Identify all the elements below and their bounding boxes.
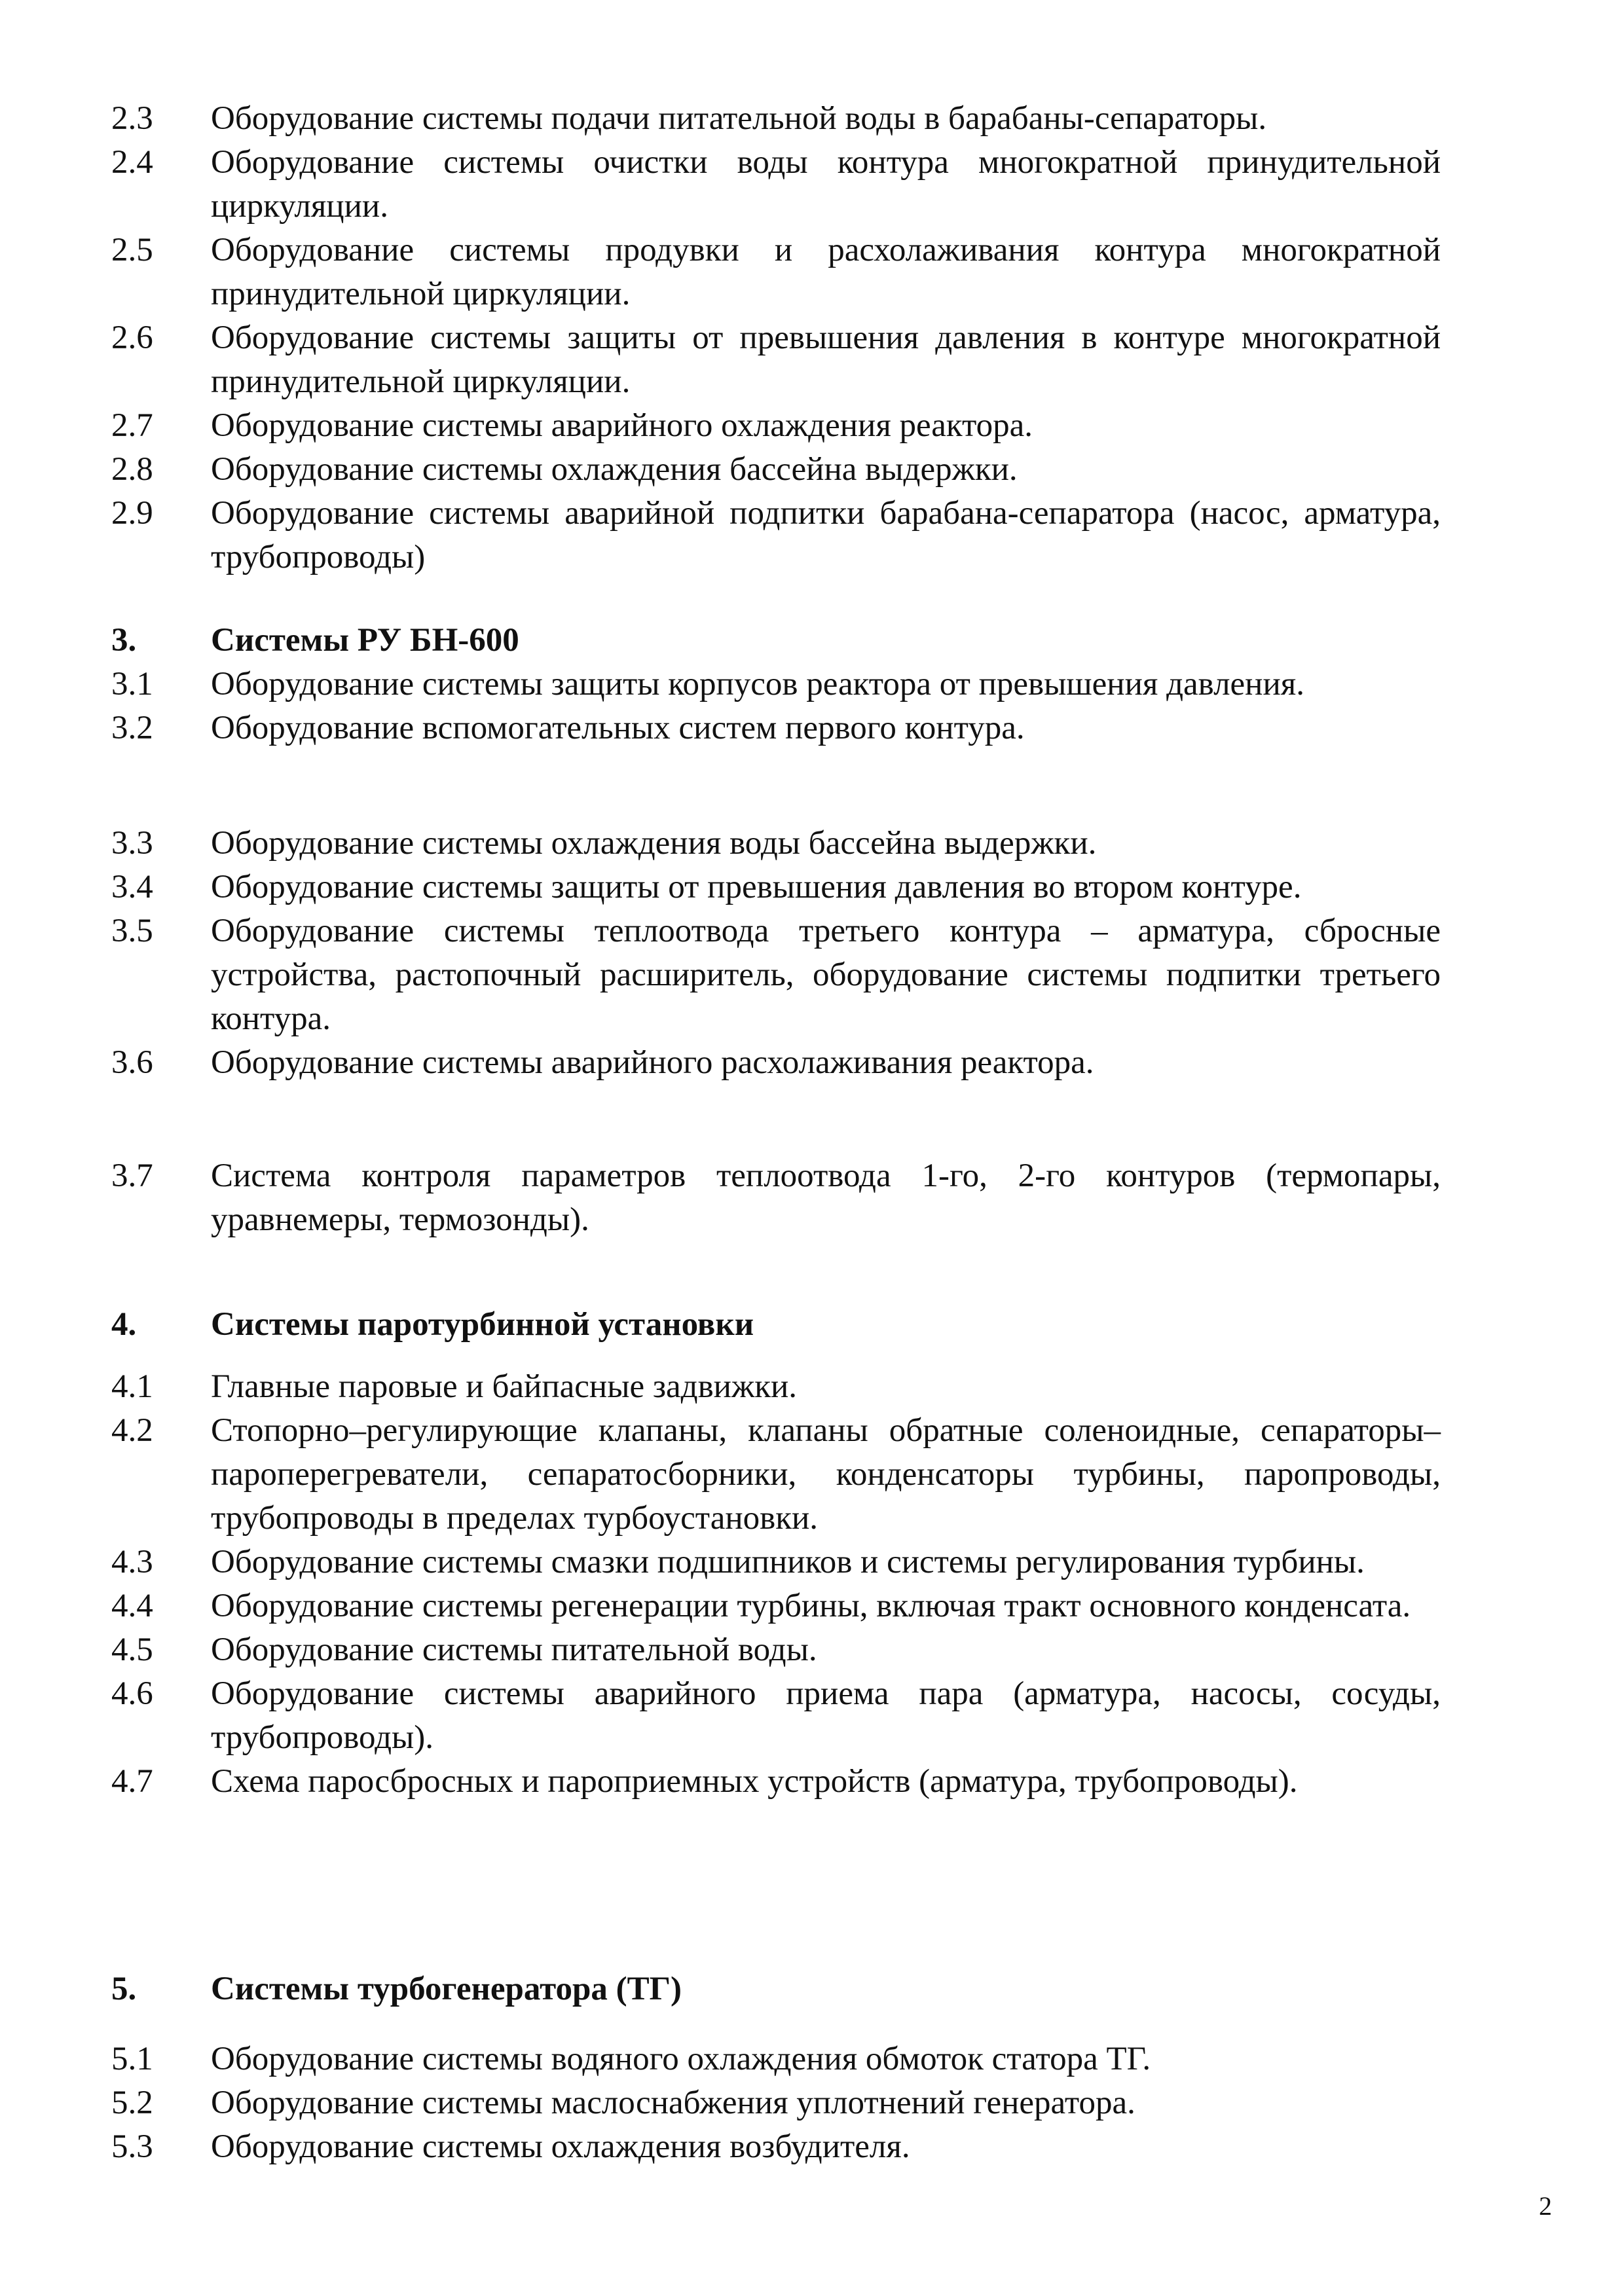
item-text: Оборудование системы аварийного приема пара (арматура, насосы, сосуды, трубопроводы). <box>211 1675 1441 1756</box>
section-3-items-c <box>111 1154 1441 1242</box>
section-title: Системы паротурбинной установки <box>211 1306 754 1343</box>
list-item <box>111 866 1441 909</box>
section-2-continuation <box>111 97 1441 579</box>
item-number: 2.6 <box>111 319 153 356</box>
list-item <box>111 1584 1441 1628</box>
item-number: 2.7 <box>111 407 153 444</box>
list-item <box>111 97 1441 141</box>
section-heading <box>111 619 1441 663</box>
item-number: 2.9 <box>111 495 153 532</box>
section-number: 4. <box>111 1306 137 1343</box>
item-text: Оборудование системы питательной воды. <box>211 1631 817 1668</box>
item-text: Оборудование системы охлаждения воды бассейна выдержки. <box>211 825 1097 862</box>
section-3 <box>111 619 1441 750</box>
item-number: 4.5 <box>111 1631 153 1668</box>
list-item <box>111 492 1441 579</box>
item-text: Система контроля параметров теплоотвода 1-го, 2-го контуров (термопары, уравнемеры, термозонды). <box>211 1157 1441 1238</box>
list-item <box>111 141 1441 228</box>
item-number: 5.2 <box>111 2085 153 2121</box>
item-number: 4.4 <box>111 1588 153 1624</box>
item-number: 4.7 <box>111 1763 153 1800</box>
item-number: 4.6 <box>111 1675 153 1712</box>
list-item <box>111 1760 1441 1804</box>
list-item <box>111 706 1441 750</box>
list-item <box>111 1540 1441 1584</box>
section-5 <box>111 1967 1441 2011</box>
item-text: Оборудование системы теплоотвода третьего контура – арматура, сбросные устройства, растопочный расширитель, оборудование системы подпитки третьего контура. <box>211 913 1441 1037</box>
item-text: Оборудование системы смазки подшипников и системы регулирования турбины. <box>211 1544 1365 1580</box>
item-number: 4.1 <box>111 1368 153 1405</box>
item-number: 5.1 <box>111 2041 153 2077</box>
item-text: Оборудование системы аварийной подпитки барабана-сепаратора (насос, арматура, трубопроводы) <box>211 495 1441 575</box>
item-number: 3.1 <box>111 666 153 702</box>
item-text: Схема паросбросных и пароприемных устройств (арматура, трубопроводы). <box>211 1763 1298 1800</box>
list-item <box>111 909 1441 1041</box>
item-text: Оборудование системы аварийного расхолаживания реактора. <box>211 1044 1094 1081</box>
item-text: Оборудование системы продувки и расхолаживания контура многократной принудительной циркуляции. <box>211 232 1441 312</box>
section-5-items <box>111 2037 1441 2169</box>
list-item <box>111 822 1441 866</box>
item-number: 2.3 <box>111 100 153 137</box>
list-item <box>111 2081 1441 2125</box>
page-number: 2 <box>1539 2191 1552 2221</box>
list-item <box>111 448 1441 492</box>
list-item <box>111 1041 1441 1085</box>
item-text: Стопорно–регулирующие клапаны, клапаны обратные соленоидные, сепараторы–пароперегреватели, сепаратосборники, конденсаторы турбины, паропроводы, трубопроводы в пределах турбоустановки. <box>211 1412 1441 1537</box>
item-number: 4.2 <box>111 1412 153 1449</box>
list-item <box>111 404 1441 448</box>
list-item <box>111 1409 1441 1540</box>
item-text: Оборудование системы очистки воды контура многократной принудительной циркуляции. <box>211 144 1441 225</box>
section-title: Системы турбогенератора (ТГ) <box>211 1971 682 2007</box>
list-item <box>111 316 1441 404</box>
item-number: 4.3 <box>111 1544 153 1580</box>
item-number: 3.4 <box>111 869 153 905</box>
section-4 <box>111 1303 1441 1347</box>
item-text: Оборудование системы защиты от превышения давления в контуре многократной принудительной циркуляции. <box>211 319 1441 400</box>
item-text: Оборудование системы защиты от превышения давления во втором контуре. <box>211 869 1302 905</box>
item-text: Оборудование системы водяного охлаждения обмоток статора ТГ. <box>211 2041 1151 2077</box>
list-item <box>111 2037 1441 2081</box>
item-number: 5.3 <box>111 2128 153 2165</box>
section-number: 5. <box>111 1971 137 2007</box>
list-item <box>111 1628 1441 1672</box>
item-text: Оборудование системы маслоснабжения уплотнений генератора. <box>211 2085 1135 2121</box>
section-3-items-b <box>111 822 1441 1085</box>
section-title: Системы РУ БН-600 <box>211 622 519 659</box>
list-item <box>111 1154 1441 1242</box>
list-item <box>111 228 1441 316</box>
section-4-items <box>111 1365 1441 1804</box>
section-number: 3. <box>111 622 137 659</box>
item-text: Главные паровые и байпасные задвижки. <box>211 1368 798 1405</box>
list-item <box>111 1672 1441 1760</box>
item-number: 3.6 <box>111 1044 153 1081</box>
item-number: 2.5 <box>111 232 153 268</box>
item-number: 3.2 <box>111 710 153 746</box>
item-text: Оборудование системы регенерации турбины, включая тракт основного конденсата. <box>211 1588 1411 1624</box>
list-item <box>111 2125 1441 2169</box>
item-text: Оборудование системы защиты корпусов реактора от превышения давления. <box>211 666 1304 702</box>
item-text: Оборудование системы охлаждения возбудителя. <box>211 2128 910 2165</box>
list-item <box>111 663 1441 706</box>
section-heading <box>111 1303 1441 1347</box>
item-text: Оборудование системы охлаждения бассейна выдержки. <box>211 451 1018 488</box>
section-heading <box>111 1967 1441 2011</box>
item-text: Оборудование системы подачи питательной воды в барабаны-сепараторы. <box>211 100 1267 137</box>
item-number: 3.3 <box>111 825 153 862</box>
item-number: 3.5 <box>111 913 153 949</box>
list-item <box>111 1365 1441 1409</box>
item-text: Оборудование системы аварийного охлаждения реактора. <box>211 407 1033 444</box>
item-number: 2.4 <box>111 144 153 181</box>
item-text: Оборудование вспомогательных систем первого контура. <box>211 710 1025 746</box>
item-number: 3.7 <box>111 1157 153 1194</box>
item-number: 2.8 <box>111 451 153 488</box>
